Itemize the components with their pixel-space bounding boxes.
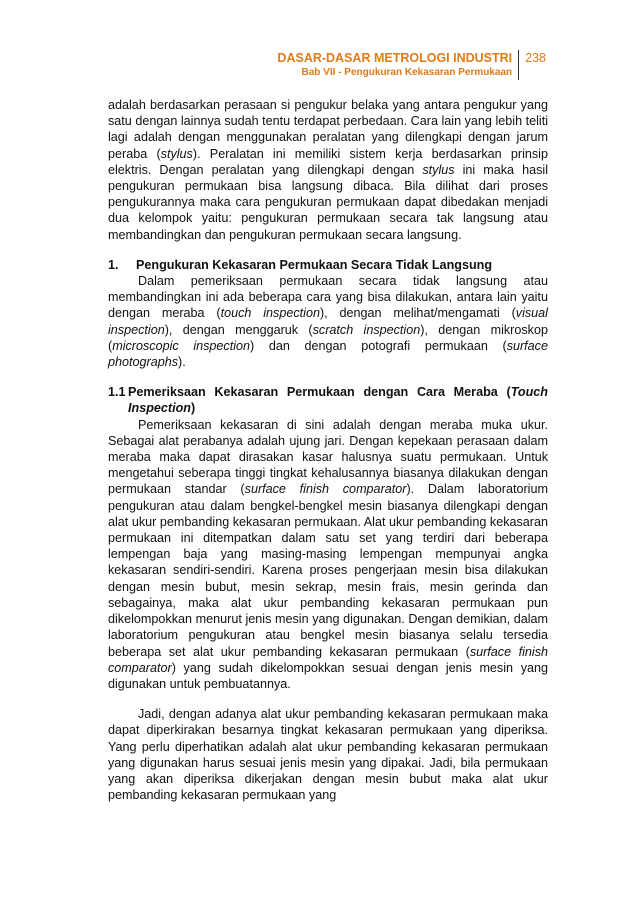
- chapter-subtitle: Bab VII - Pengukuran Kekasaran Permukaan: [301, 67, 513, 78]
- paragraph-conclusion: Jadi, dengan adanya alat ukur pembanding kekasaran permukaan maka dapat diperkirakan besarnya tingkat kekasaran permukaan yang diperiksa. Yang perlu diperhatikan adalah alat ukur pembanding kekasaran permukaan yang digunakan harus sesuai jenis mesin yang dipakai. Jadi, bila permukaan yang akan diperiksa dikerjakan dengan mesin bubut maka alat ukur pembanding kekasaran permukaan yang: [108, 707, 548, 803]
- subsection-title: Pemeriksaan Kekasaran Permukaan dengan Cara Meraba (Touch Inspection): [128, 385, 548, 416]
- book-title: DASAR-DASAR METROLOGI INDUSTRI: [277, 51, 513, 65]
- paragraph-intro: adalah berdasarkan perasaan si pengukur belaka yang antara pengukur yang satu dengan lainnya sudah tentu terdapat perbedaan. Cara lain yang lebih teliti lagi adalah dengan menggunakan peralatan yang dilengkapi dengan jarum peraba (stylus). Peralatan ini memiliki sistem kerja berdasarkan prinsip elektris. Dengan peralatan yang dilengkapi dengan stylus ini maka hasil pengukuran permukaan bisa langsung dibaca. Bila dilihat dari proses pengukurannya maka cara pengukuran permukaan dapat dibedakan menjadi dua kelompok yaitu: pengukuran permukaan secara tak langsung atau membandingkan dan pengukuran permukaan secara langsung.: [108, 98, 549, 242]
- page-header: [277, 50, 546, 80]
- paragraph-indirect-methods: Dalam pemeriksaan permukaan secara tidak langsung atau membandingkan ini ada beberapa cara yang bisa dilakukan, antara lain yaitu dengan meraba (touch inspection), dengan melihat/mengamati (visual inspection), dengan menggaruk (scratch inspection), dengan mikroskop (microscopic inspection) dan dengan potografi permukaan (surface photographs).: [108, 274, 548, 370]
- page-body: [108, 97, 548, 803]
- header-titles: [277, 50, 519, 80]
- section-heading-1: [108, 257, 548, 273]
- section-number: 1.: [108, 257, 119, 272]
- section-heading-1-1: [108, 384, 548, 416]
- paragraph-touch-inspection: Pemeriksaan kekasaran di sini adalah dengan meraba muka ukur. Sebagai alat perabanya adalah ujung jari. Dengan kepekaan perasaan dalam meraba maka dapat dirasakan kasar halusnya suatu permukaan. Untuk mengetahui seberapa tinggi tingkat kehalusannya biasanya dilakukan dengan permukaan standar (surface finish comparator). Dalam laboratorium pengukuran atau dalam bengkel-bengkel mesin biasanya dilengkapi dengan alat ukur pembanding kekasaran permukaan. Alat ukur pembanding kekasaran permukaan ini ditempatkan dalam satu set yang terdiri dari beberapa lempengan baja yang masing-masing lempengan mempunyai angka kekasaran sendiri-sendiri. Karena proses pengerjaan mesin bisa dilakukan dengan mesin bubut, mesin sekrap, mesin frais, mesin gerinda dan sebagainya, maka alat ukur pembanding kekasaran permukaan pun dikelompokkan menurut jenis mesin yang digunakan. Dengan demikian, dalam laboratorium pengukuran atau bengkel mesin biasanya selalu tersedia beberapa set alat ukur pembanding kekasaran permukaan (surface finish comparator) yang sudah dikelompokkan sesuai dengan jenis mesin yang digunakan untuk pembuatannya.: [108, 417, 548, 691]
- page-number: 238: [525, 51, 546, 65]
- section-title: Pengukuran Kekasaran Permukaan Secara Tidak Langsung: [136, 257, 493, 272]
- subsection-number: 1.1: [108, 385, 126, 400]
